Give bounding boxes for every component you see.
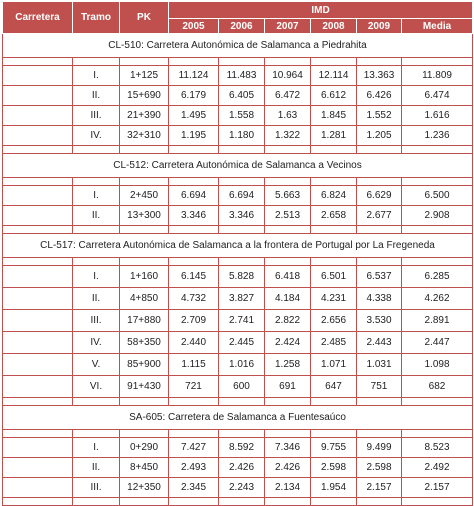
- pk-cell: 58+350: [120, 332, 169, 354]
- tramo-cell: I.: [73, 438, 120, 458]
- imd-value-cell: 2.485: [311, 332, 357, 354]
- spacer-row: [3, 226, 473, 234]
- spacer-row: [3, 258, 473, 266]
- imd-value-cell: 1.954: [311, 478, 357, 498]
- carretera-cell: [3, 438, 73, 458]
- table-row: [3, 126, 473, 146]
- imd-value-cell: 1.195: [169, 126, 219, 146]
- carretera-cell: [3, 376, 73, 398]
- header-tramo: Tramo: [73, 2, 120, 34]
- media-cell: 2.157: [402, 478, 473, 498]
- spacer-cell: [169, 398, 219, 406]
- imd-value-cell: 5.663: [265, 186, 311, 206]
- imd-value-cell: 11.124: [169, 66, 219, 86]
- imd-value-cell: 2.157: [357, 478, 402, 498]
- imd-value-cell: 4.231: [311, 288, 357, 310]
- imd-value-cell: 6.694: [219, 186, 265, 206]
- pk-cell: 13+300: [120, 206, 169, 226]
- imd-value-cell: 2.445: [219, 332, 265, 354]
- spacer-cell: [169, 258, 219, 266]
- table-row: [3, 106, 473, 126]
- imd-value-cell: 1.552: [357, 106, 402, 126]
- imd-value-cell: 2.424: [265, 332, 311, 354]
- media-cell: 8.523: [402, 438, 473, 458]
- imd-value-cell: 1.115: [169, 354, 219, 376]
- spacer-cell: [311, 398, 357, 406]
- spacer-cell: [120, 430, 169, 438]
- table-row: [3, 288, 473, 310]
- imd-value-cell: 12.114: [311, 66, 357, 86]
- spacer-cell: [311, 430, 357, 438]
- imd-value-cell: 751: [357, 376, 402, 398]
- pk-cell: 85+900: [120, 354, 169, 376]
- spacer-cell: [311, 178, 357, 186]
- spacer-row: [3, 498, 473, 506]
- imd-value-cell: 2.513: [265, 206, 311, 226]
- imd-value-cell: 6.537: [357, 266, 402, 288]
- table-row: [3, 354, 473, 376]
- spacer-cell: [73, 58, 120, 66]
- spacer-cell: [73, 430, 120, 438]
- spacer-cell: [3, 258, 73, 266]
- spacer-cell: [73, 178, 120, 186]
- spacer-cell: [120, 398, 169, 406]
- spacer-cell: [120, 178, 169, 186]
- spacer-cell: [311, 146, 357, 154]
- carretera-cell: [3, 458, 73, 478]
- spacer-cell: [120, 226, 169, 234]
- tramo-cell: I.: [73, 266, 120, 288]
- imd-value-cell: 2.709: [169, 310, 219, 332]
- spacer-cell: [311, 226, 357, 234]
- imd-value-cell: 2.440: [169, 332, 219, 354]
- imd-value-cell: 1.258: [265, 354, 311, 376]
- imd-value-cell: 6.694: [169, 186, 219, 206]
- imd-value-cell: 6.501: [311, 266, 357, 288]
- imd-value-cell: 6.824: [311, 186, 357, 206]
- imd-value-cell: 2.822: [265, 310, 311, 332]
- media-cell: 4.262: [402, 288, 473, 310]
- spacer-cell: [265, 430, 311, 438]
- spacer-cell: [3, 178, 73, 186]
- pk-cell: 17+880: [120, 310, 169, 332]
- table-row: [3, 458, 473, 478]
- tramo-cell: II.: [73, 86, 120, 106]
- section-row: [3, 406, 473, 430]
- header-year-2005: 2005: [169, 19, 219, 34]
- section-title: CL-512: Carretera Autonómica de Salamanca a Vecinos: [3, 154, 473, 178]
- imd-value-cell: 3.827: [219, 288, 265, 310]
- spacer-cell: [219, 430, 265, 438]
- pk-cell: 2+450: [120, 186, 169, 206]
- imd-value-cell: 6.405: [219, 86, 265, 106]
- imd-value-cell: 1.180: [219, 126, 265, 146]
- spacer-cell: [219, 258, 265, 266]
- imd-value-cell: 6.629: [357, 186, 402, 206]
- imd-value-cell: 2.741: [219, 310, 265, 332]
- tramo-cell: I.: [73, 66, 120, 86]
- spacer-cell: [265, 498, 311, 506]
- section-title: CL-510: Carretera Autonómica de Salamanca a Piedrahita: [3, 34, 473, 58]
- spacer-cell: [219, 178, 265, 186]
- spacer-cell: [3, 398, 73, 406]
- header-imd: IMD: [169, 2, 473, 19]
- media-cell: 6.474: [402, 86, 473, 106]
- carretera-cell: [3, 288, 73, 310]
- imd-value-cell: 1.205: [357, 126, 402, 146]
- spacer-cell: [402, 430, 473, 438]
- table-row: [3, 438, 473, 458]
- imd-value-cell: 647: [311, 376, 357, 398]
- imd-value-cell: 2.598: [311, 458, 357, 478]
- carretera-cell: [3, 106, 73, 126]
- imd-value-cell: 2.426: [265, 458, 311, 478]
- spacer-cell: [3, 146, 73, 154]
- media-cell: 1.236: [402, 126, 473, 146]
- imd-value-cell: 6.472: [265, 86, 311, 106]
- imd-value-cell: 1.322: [265, 126, 311, 146]
- imd-value-cell: 6.418: [265, 266, 311, 288]
- imd-value-cell: 1.016: [219, 354, 265, 376]
- spacer-cell: [73, 258, 120, 266]
- tramo-cell: IV.: [73, 332, 120, 354]
- spacer-cell: [357, 258, 402, 266]
- carretera-cell: [3, 86, 73, 106]
- spacer-cell: [219, 146, 265, 154]
- table-row: [3, 206, 473, 226]
- media-cell: 6.500: [402, 186, 473, 206]
- imd-value-cell: 3.530: [357, 310, 402, 332]
- spacer-cell: [402, 178, 473, 186]
- imd-value-cell: 11.483: [219, 66, 265, 86]
- imd-value-cell: 2.426: [219, 458, 265, 478]
- imd-value-cell: 10.964: [265, 66, 311, 86]
- spacer-cell: [311, 498, 357, 506]
- imd-value-cell: 6.426: [357, 86, 402, 106]
- section-title: SA-605: Carretera de Salamanca a Fuentesaúco: [3, 406, 473, 430]
- media-cell: 682: [402, 376, 473, 398]
- imd-value-cell: 1.558: [219, 106, 265, 126]
- spacer-cell: [357, 398, 402, 406]
- imd-value-cell: 6.179: [169, 86, 219, 106]
- media-cell: 6.285: [402, 266, 473, 288]
- spacer-cell: [3, 430, 73, 438]
- media-cell: 1.616: [402, 106, 473, 126]
- pk-cell: 0+290: [120, 438, 169, 458]
- spacer-cell: [169, 498, 219, 506]
- table-row: [3, 332, 473, 354]
- carretera-cell: [3, 478, 73, 498]
- spacer-cell: [169, 430, 219, 438]
- pk-cell: 8+450: [120, 458, 169, 478]
- spacer-cell: [169, 178, 219, 186]
- tramo-cell: II.: [73, 288, 120, 310]
- table-row: [3, 66, 473, 86]
- carretera-cell: [3, 354, 73, 376]
- imd-value-cell: 9.755: [311, 438, 357, 458]
- spacer-cell: [402, 498, 473, 506]
- carretera-cell: [3, 310, 73, 332]
- imd-value-cell: 2.658: [311, 206, 357, 226]
- header-year-2008: 2008: [311, 19, 357, 34]
- section-title: CL-517: Carretera Autonómica de Salamanca a la frontera de Portugal por La Fregeneda: [3, 234, 473, 258]
- imd-value-cell: 2.656: [311, 310, 357, 332]
- table-header: [3, 2, 473, 34]
- spacer-cell: [120, 146, 169, 154]
- carretera-cell: [3, 332, 73, 354]
- imd-value-cell: 6.145: [169, 266, 219, 288]
- spacer-cell: [219, 398, 265, 406]
- imd-value-cell: 1.071: [311, 354, 357, 376]
- imd-value-cell: 3.346: [219, 206, 265, 226]
- pk-cell: 21+390: [120, 106, 169, 126]
- spacer-cell: [265, 258, 311, 266]
- pk-cell: 1+125: [120, 66, 169, 86]
- media-cell: 11.809: [402, 66, 473, 86]
- media-cell: 1.098: [402, 354, 473, 376]
- spacer-cell: [120, 58, 169, 66]
- imd-value-cell: 2.345: [169, 478, 219, 498]
- tramo-cell: III.: [73, 310, 120, 332]
- imd-value-cell: 4.732: [169, 288, 219, 310]
- tramo-cell: II.: [73, 458, 120, 478]
- header-carretera: Carretera: [3, 2, 73, 34]
- imd-value-cell: 2.443: [357, 332, 402, 354]
- spacer-cell: [169, 226, 219, 234]
- imd-value-cell: 721: [169, 376, 219, 398]
- spacer-row: [3, 146, 473, 154]
- imd-value-cell: 5.828: [219, 266, 265, 288]
- tramo-cell: V.: [73, 354, 120, 376]
- imd-table: [2, 1, 473, 506]
- spacer-cell: [265, 146, 311, 154]
- pk-cell: 91+430: [120, 376, 169, 398]
- spacer-cell: [73, 498, 120, 506]
- imd-value-cell: 2.134: [265, 478, 311, 498]
- imd-value-cell: 7.346: [265, 438, 311, 458]
- spacer-cell: [3, 226, 73, 234]
- tramo-cell: II.: [73, 206, 120, 226]
- spacer-cell: [73, 398, 120, 406]
- spacer-cell: [120, 498, 169, 506]
- imd-value-cell: 1.63: [265, 106, 311, 126]
- imd-value-cell: 691: [265, 376, 311, 398]
- spacer-cell: [169, 146, 219, 154]
- spacer-cell: [219, 498, 265, 506]
- imd-value-cell: 1.495: [169, 106, 219, 126]
- tramo-cell: III.: [73, 106, 120, 126]
- tramo-cell: III.: [73, 478, 120, 498]
- spacer-row: [3, 430, 473, 438]
- spacer-cell: [73, 146, 120, 154]
- spacer-cell: [311, 258, 357, 266]
- spacer-cell: [357, 430, 402, 438]
- spacer-row: [3, 178, 473, 186]
- imd-value-cell: 8.592: [219, 438, 265, 458]
- spacer-cell: [3, 498, 73, 506]
- carretera-cell: [3, 266, 73, 288]
- spacer-cell: [357, 498, 402, 506]
- pk-cell: 12+350: [120, 478, 169, 498]
- spacer-cell: [219, 58, 265, 66]
- table-row: [3, 310, 473, 332]
- imd-value-cell: 7.427: [169, 438, 219, 458]
- carretera-cell: [3, 206, 73, 226]
- section-row: [3, 234, 473, 258]
- spacer-cell: [3, 58, 73, 66]
- spacer-cell: [73, 226, 120, 234]
- table-row: [3, 478, 473, 498]
- header-pk: PK: [120, 2, 169, 34]
- table-row: [3, 376, 473, 398]
- spacer-cell: [402, 58, 473, 66]
- table-row: [3, 186, 473, 206]
- spacer-cell: [402, 398, 473, 406]
- imd-value-cell: 2.677: [357, 206, 402, 226]
- media-cell: 2.492: [402, 458, 473, 478]
- imd-value-cell: 3.346: [169, 206, 219, 226]
- spacer-cell: [357, 178, 402, 186]
- section-row: [3, 34, 473, 58]
- spacer-cell: [402, 146, 473, 154]
- spacer-cell: [402, 226, 473, 234]
- imd-value-cell: 2.493: [169, 458, 219, 478]
- spacer-cell: [169, 58, 219, 66]
- carretera-cell: [3, 66, 73, 86]
- header-media: Media: [402, 19, 473, 34]
- pk-cell: 4+850: [120, 288, 169, 310]
- spacer-cell: [357, 58, 402, 66]
- tramo-cell: I.: [73, 186, 120, 206]
- imd-value-cell: 1.031: [357, 354, 402, 376]
- imd-value-cell: 600: [219, 376, 265, 398]
- imd-value-cell: 1.845: [311, 106, 357, 126]
- table-row: [3, 266, 473, 288]
- media-cell: 2.908: [402, 206, 473, 226]
- section-row: [3, 154, 473, 178]
- spacer-cell: [265, 58, 311, 66]
- carretera-cell: [3, 126, 73, 146]
- pk-cell: 32+310: [120, 126, 169, 146]
- carretera-cell: [3, 186, 73, 206]
- pk-cell: 1+160: [120, 266, 169, 288]
- tramo-cell: IV.: [73, 126, 120, 146]
- imd-value-cell: 13.363: [357, 66, 402, 86]
- header-year-2006: 2006: [219, 19, 265, 34]
- spacer-cell: [265, 178, 311, 186]
- imd-value-cell: 4.338: [357, 288, 402, 310]
- spacer-cell: [265, 398, 311, 406]
- pk-cell: 15+690: [120, 86, 169, 106]
- media-cell: 2.891: [402, 310, 473, 332]
- tramo-cell: VI.: [73, 376, 120, 398]
- spacer-cell: [120, 258, 169, 266]
- imd-value-cell: 4.184: [265, 288, 311, 310]
- imd-value-cell: 9.499: [357, 438, 402, 458]
- spacer-cell: [402, 258, 473, 266]
- imd-value-cell: 2.598: [357, 458, 402, 478]
- spacer-cell: [357, 226, 402, 234]
- media-cell: 2.447: [402, 332, 473, 354]
- spacer-row: [3, 58, 473, 66]
- table-body: [3, 34, 473, 506]
- spacer-cell: [357, 146, 402, 154]
- header-year-2007: 2007: [265, 19, 311, 34]
- header-year-2009: 2009: [357, 19, 402, 34]
- spacer-cell: [265, 226, 311, 234]
- imd-value-cell: 6.612: [311, 86, 357, 106]
- imd-value-cell: 1.281: [311, 126, 357, 146]
- imd-value-cell: 2.243: [219, 478, 265, 498]
- spacer-row: [3, 398, 473, 406]
- spacer-cell: [219, 226, 265, 234]
- table-row: [3, 86, 473, 106]
- spacer-cell: [311, 58, 357, 66]
